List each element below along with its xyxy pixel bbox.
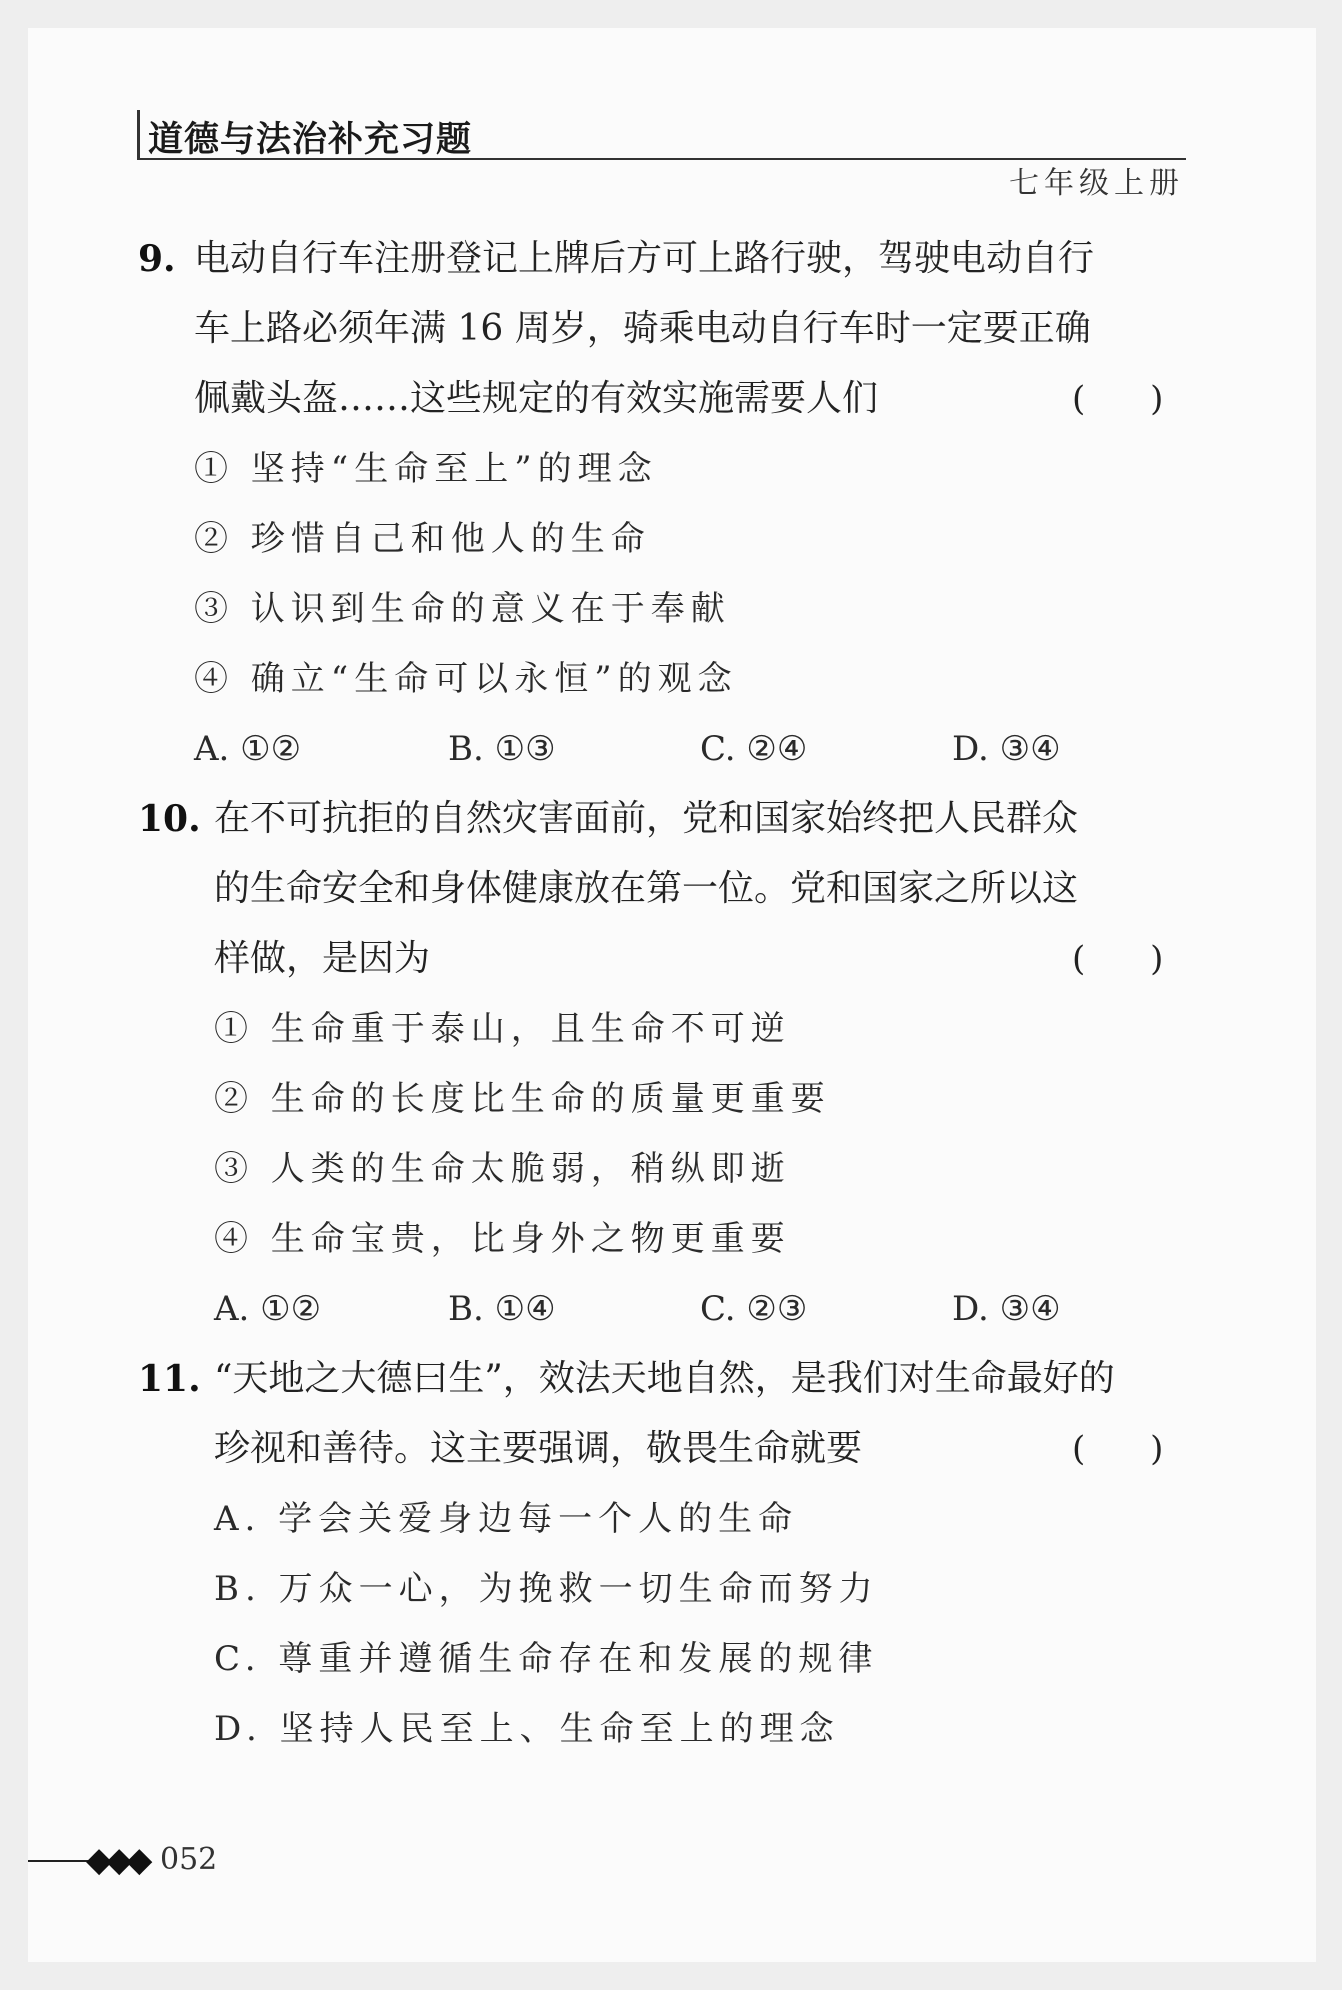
- diamond-icon: ◆◆◆: [86, 1840, 147, 1880]
- question-number: 11.: [138, 1358, 201, 1400]
- option-d: D. 坚持人民至上、生命至上的理念: [214, 1709, 840, 1749]
- question-stem-line: 在不可抗拒的自然灾害面前，党和国家始终把人民群众: [214, 798, 1079, 839]
- choice-a: A. ①②: [194, 729, 302, 769]
- choice-d: D. ③④: [952, 1289, 1061, 1329]
- statement: ① 坚持“生命至上”的理念: [194, 449, 658, 489]
- question-number: 10.: [138, 798, 201, 840]
- choice-a: A. ①②: [214, 1289, 322, 1329]
- answer-blank: ( ): [1072, 939, 1164, 979]
- option-b: B. 万众一心，为挽救一切生命而努力: [214, 1569, 879, 1609]
- choice-c: C. ②④: [700, 729, 808, 769]
- option-c: C. 尊重并遵循生命存在和发展的规律: [214, 1639, 879, 1679]
- answer-blank: ( ): [1072, 1429, 1164, 1469]
- question-stem-line: 样做，是因为: [214, 938, 431, 979]
- question-number: 9.: [138, 238, 176, 280]
- statement: ① 生命重于泰山，且生命不可逆: [214, 1009, 791, 1049]
- book-title: 道德与法治补充习题: [148, 120, 473, 160]
- statement: ③ 认识到生命的意义在于奉献: [194, 589, 731, 629]
- choice-c: C. ②③: [700, 1289, 808, 1329]
- choice-d: D. ③④: [952, 729, 1061, 769]
- question-stem-line: “天地之大德曰生”，效法天地自然，是我们对生命最好的: [214, 1358, 1115, 1399]
- question-stem-line: 珍视和善待。这主要强调，敬畏生命就要: [214, 1428, 863, 1469]
- answer-blank: ( ): [1072, 379, 1164, 419]
- choice-b: B. ①④: [448, 1289, 556, 1329]
- question-stem-line: 电动自行车注册登记上牌后方可上路行驶，驾驶电动自行: [194, 238, 1095, 279]
- question-stem-line: 的生命安全和身体健康放在第一位。党和国家之所以这: [214, 868, 1079, 909]
- statement: ② 珍惜自己和他人的生命: [194, 519, 651, 559]
- grade-label: 七年级上册: [1009, 166, 1184, 201]
- statement: ④ 生命宝贵，比身外之物更重要: [214, 1219, 791, 1259]
- question-stem-line: 车上路必须年满 16 周岁，骑乘电动自行车时一定要正确: [194, 308, 1091, 349]
- choice-b: B. ①③: [448, 729, 556, 769]
- statement: ④ 确立“生命可以永恒”的观念: [194, 659, 738, 699]
- page-number: 052: [160, 1842, 218, 1877]
- statement: ③ 人类的生命太脆弱，稍纵即逝: [214, 1149, 791, 1189]
- footer-rule: [28, 1860, 90, 1862]
- question-stem-line: 佩戴头盔……这些规定的有效实施需要人们: [194, 378, 879, 419]
- option-a: A. 学会关爱身边每一个人的生命: [214, 1499, 799, 1539]
- statement: ② 生命的长度比生命的质量更重要: [214, 1079, 831, 1119]
